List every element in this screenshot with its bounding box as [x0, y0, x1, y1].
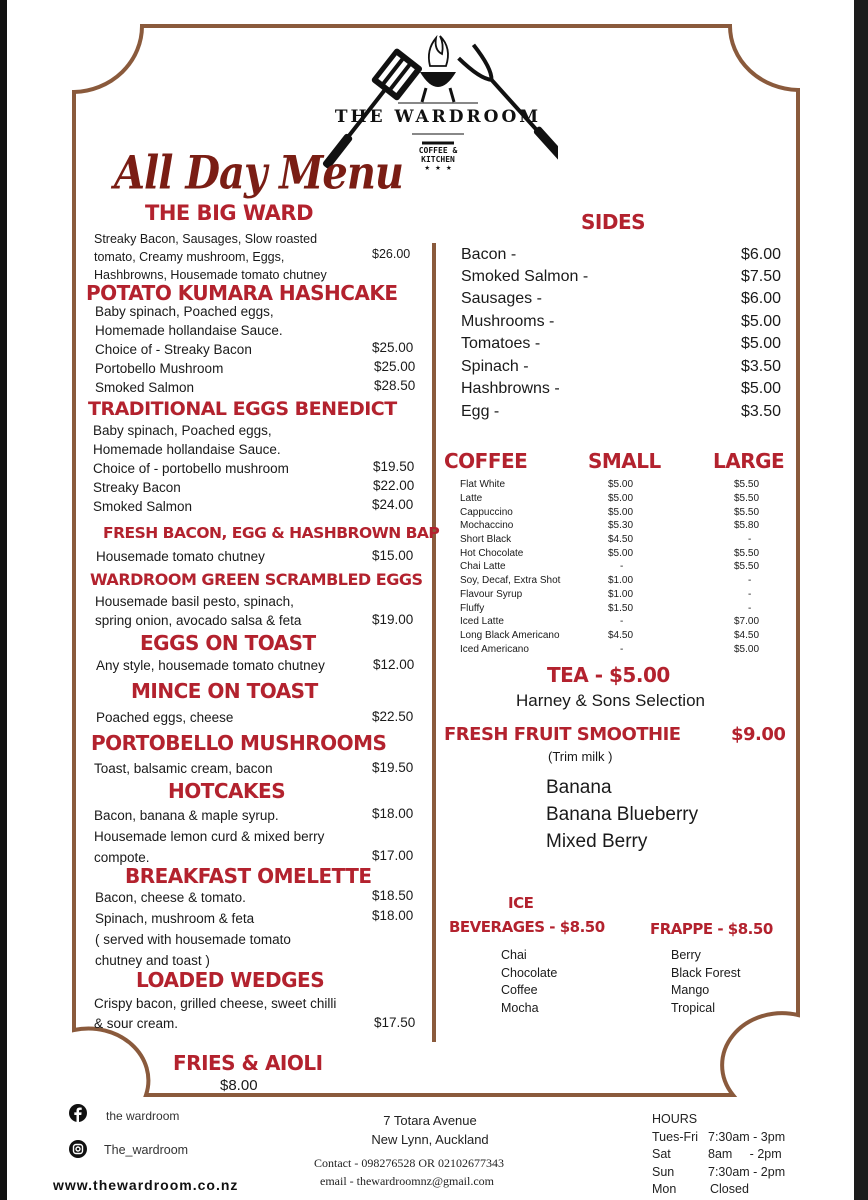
section-title-breakfast-omelette: BREAKFAST OMELETTE	[125, 864, 372, 888]
mince-description: Poached eggs, cheese	[96, 710, 234, 725]
frappe-item: Tropical	[671, 1000, 715, 1015]
smoothie-flavour: Mixed Berry	[546, 831, 648, 852]
price: $26.00	[372, 247, 411, 261]
screen-edge-right	[854, 0, 868, 1200]
coffee-name: Hot Chocolate	[460, 548, 524, 559]
price: $19.50	[372, 760, 414, 775]
coffee-name: Chai Latte	[460, 561, 506, 572]
section-title-hotcakes: HOTCAKES	[168, 779, 286, 803]
coffee-row	[460, 575, 790, 589]
side-price: $6.00	[740, 290, 781, 307]
desc-line: Homemade hollandaise Sauce.	[95, 323, 283, 338]
green-scrambled-description	[95, 592, 301, 630]
coffee-small-price: $1.50	[608, 603, 634, 614]
smoothie-flavour: Banana	[546, 777, 612, 798]
desc-line: Baby spinach, Poached eggs,	[95, 304, 274, 319]
price: $12.00	[373, 657, 415, 672]
side-name: Sausages -	[461, 290, 542, 307]
section-title-coffee: COFFEE	[444, 449, 528, 473]
hours-time: 8am - 2pm	[708, 1147, 782, 1161]
desc-line: Smoked Salmon	[95, 380, 195, 395]
coffee-name: Flat White	[460, 479, 506, 490]
desc-line: Bacon, cheese & tomato.	[95, 890, 246, 905]
side-item	[461, 290, 781, 312]
coffee-small-price: $5.00	[608, 548, 634, 559]
desc-line: tomato, Creamy mushroom, Eggs,	[94, 250, 285, 264]
coffee-row	[460, 507, 790, 521]
coffee-name: Iced Latte	[460, 616, 504, 627]
section-title-eggs-benedict: TRADITIONAL EGGS BENEDICT	[88, 398, 397, 420]
smoothie-flavour: Banana Blueberry	[546, 804, 699, 825]
hours-time: Closed	[710, 1182, 749, 1196]
hours-day: Sun	[652, 1164, 675, 1179]
coffee-row	[460, 548, 790, 562]
side-name: Smoked Salmon -	[461, 268, 589, 285]
desc-line: Baby spinach, Poached eggs,	[93, 423, 272, 438]
desc-line: & sour cream.	[94, 1016, 179, 1031]
coffee-large-price: $5.50	[734, 479, 760, 490]
hours-day: Sat	[652, 1147, 671, 1161]
brand-name: THE WARDROOM	[334, 107, 542, 127]
hours-row	[652, 1164, 785, 1182]
tea-subtitle: Harney & Sons Selection	[516, 691, 705, 710]
coffee-large-price: -	[748, 603, 752, 614]
ice-item: Chai	[501, 948, 527, 962]
desc-line: Portobello Mushroom	[95, 361, 224, 376]
tagline-line-1: COFFEE &	[418, 146, 458, 155]
ice-item: Mocha	[501, 1000, 539, 1015]
desc-line: chutney and toast )	[95, 953, 210, 968]
side-item	[461, 246, 781, 268]
price: $18.50	[372, 888, 414, 903]
desc-line: spring onion, avocado salsa & feta	[95, 613, 302, 628]
desc-line: Hashbrowns, Housemade tomato chutney	[94, 268, 327, 282]
coffee-small-price: $4.50	[608, 534, 634, 545]
coffee-row	[460, 644, 790, 658]
bap-description: Housemade tomato chutney	[96, 549, 265, 564]
side-name: Bacon -	[461, 246, 517, 263]
price: $24.00	[372, 497, 414, 512]
address-line-1: 7 Totara Avenue	[383, 1113, 477, 1128]
coffee-large-price: $7.00	[734, 616, 760, 627]
coffee-large-price: $5.50	[734, 561, 760, 572]
side-price: $7.50	[740, 268, 781, 285]
side-price: $5.00	[740, 335, 781, 352]
section-title-fries-aioli: FRIES & AIOLI	[173, 1051, 323, 1075]
coffee-row	[460, 603, 790, 617]
side-price: $5.00	[740, 380, 781, 397]
stars-icon: ★ ★ ★	[424, 163, 452, 173]
coffee-large-price: $5.00	[734, 644, 760, 655]
side-price: $3.50	[740, 403, 781, 420]
price: $17.00	[372, 848, 414, 863]
hours-row	[652, 1129, 785, 1147]
side-name: Spinach -	[461, 358, 529, 375]
hours-time: 7:30am - 3pm	[708, 1129, 786, 1144]
ice-item: Chocolate	[501, 965, 558, 980]
section-title-frappe: FRAPPE - $8.50	[650, 920, 773, 938]
coffee-large-price: -	[748, 589, 752, 600]
facebook-icon[interactable]	[69, 1104, 87, 1122]
coffee-col-small: SMALL	[588, 449, 661, 473]
coffee-name: Flavour Syrup	[460, 589, 523, 600]
coffee-small-price: $4.50	[608, 630, 634, 641]
benedict-description	[93, 421, 289, 516]
eggs-on-toast-description: Any style, housemade tomato chutney	[96, 658, 325, 673]
contact-phone[interactable]: Contact - 098276528 OR 02102677343	[314, 1156, 504, 1170]
side-name: Tomatoes -	[461, 335, 541, 352]
coffee-name: Latte	[460, 493, 483, 504]
desc-line: Streaky Bacon	[93, 480, 181, 495]
section-title-eggs-on-toast: EGGS ON TOAST	[140, 631, 316, 655]
frappe-item: Berry	[671, 948, 701, 962]
frappe-item: Mango	[671, 983, 710, 997]
coffee-small-price: $5.00	[608, 479, 634, 490]
facebook-handle[interactable]: the wardroom	[106, 1109, 180, 1123]
coffee-name: Short Black	[460, 534, 512, 545]
desc-line: Spinach, mushroom & feta	[95, 911, 255, 926]
coffee-small-price: -	[620, 561, 624, 572]
section-title-loaded-wedges: LOADED WEDGES	[136, 968, 325, 992]
coffee-name: Cappuccino	[460, 507, 513, 518]
hours-title: HOURS	[652, 1112, 698, 1126]
coffee-large-price: $4.50	[734, 630, 760, 641]
price: $19.00	[372, 612, 414, 627]
opening-hours	[652, 1111, 785, 1199]
coffee-name: Long Black Americano	[460, 630, 560, 641]
coffee-small-price: $1.00	[608, 575, 634, 586]
side-item	[461, 335, 781, 357]
instagram-handle[interactable]: The_wardroom	[104, 1143, 189, 1157]
coffee-row	[460, 589, 790, 603]
brand-tagline	[408, 146, 468, 173]
screen-edge-left	[0, 0, 7, 1200]
address	[340, 1111, 520, 1149]
side-name: Mushrooms -	[461, 313, 555, 330]
coffee-large-price: $5.50	[734, 493, 760, 504]
coffee-large-price: -	[748, 534, 752, 545]
section-title-hashcake: POTATO KUMARA HASHCAKE	[86, 281, 398, 305]
desc-line: Smoked Salmon	[93, 499, 193, 514]
coffee-small-price: -	[620, 644, 624, 655]
desc-line: ( served with housemade tomato	[95, 932, 291, 947]
smoothie-note: (Trim milk )	[548, 749, 613, 764]
coffee-large-price: $5.50	[734, 507, 760, 518]
side-price: $5.00	[740, 313, 781, 330]
portobello-description: Toast, balsamic cream, bacon	[94, 761, 273, 776]
desc-line: Choice of - portobello mushroom	[93, 461, 289, 476]
desc-line: Homemade hollandaise Sauce.	[93, 442, 281, 457]
hashcake-description	[95, 302, 283, 397]
side-item	[461, 380, 781, 402]
section-title-mince-on-toast: MINCE ON TOAST	[131, 679, 318, 703]
price: $25.00	[374, 359, 416, 374]
hours-time: 7:30am - 2pm	[708, 1164, 786, 1179]
coffee-col-large: LARGE	[713, 449, 785, 473]
section-title-bap: FRESH BACON, EGG & HASHBROWN BAP	[103, 524, 440, 542]
side-price: $3.50	[740, 358, 781, 375]
desc-line: Bacon, banana & maple syrup.	[94, 808, 279, 823]
side-item	[461, 403, 781, 425]
price: $17.50	[374, 1015, 416, 1030]
coffee-small-price: -	[620, 616, 624, 627]
address-line-2: New Lynn, Auckland	[371, 1132, 489, 1147]
big-ward-description	[94, 230, 327, 284]
desc-line: Housemade basil pesto, spinach,	[95, 594, 294, 609]
ice-beverages-list	[501, 947, 557, 1017]
coffee-row	[460, 630, 790, 644]
smoothie-flavours	[546, 774, 698, 855]
tagline-line-2: KITCHEN	[421, 155, 455, 164]
desc-line: Crispy bacon, grilled cheese, sweet chilli	[94, 996, 337, 1011]
coffee-small-price: $5.00	[608, 493, 634, 504]
coffee-row	[460, 561, 790, 575]
price: $28.50	[374, 378, 416, 393]
coffee-large-price: $5.80	[734, 520, 760, 531]
coffee-row	[460, 520, 790, 534]
coffee-small-price: $5.00	[608, 507, 634, 518]
coffee-name: Mochaccino	[460, 520, 514, 531]
section-title-big-ward: THE BIG WARD	[145, 201, 313, 225]
section-title-smoothie: FRESH FRUIT SMOOTHIE	[444, 724, 681, 745]
coffee-row	[460, 616, 790, 630]
desc-line: Streaky Bacon, Sausages, Slow roasted	[94, 232, 318, 246]
menu-title: All Day Menu	[114, 146, 404, 201]
side-name: Egg -	[461, 403, 500, 420]
section-title-ice-line1: ICE	[508, 894, 534, 912]
instagram-icon[interactable]	[69, 1140, 87, 1158]
hotcakes-description	[94, 805, 324, 868]
wedges-description	[94, 994, 336, 1034]
section-title-ice-beverages: BEVERAGES - $8.50	[449, 918, 605, 936]
coffee-large-price: -	[748, 575, 752, 586]
side-item	[461, 268, 781, 290]
frappe-item: Black Forest	[671, 965, 741, 980]
coffee-name: Soy, Decaf, Extra Shot	[460, 575, 561, 586]
price: $25.00	[372, 340, 414, 355]
hours-row	[652, 1181, 785, 1199]
side-name: Hashbrowns -	[461, 380, 560, 397]
coffee-name: Fluffy	[460, 603, 485, 614]
hours-day: Tues-Fri	[652, 1129, 699, 1144]
coffee-large-price: $5.50	[734, 548, 760, 559]
desc-line: compote.	[94, 850, 150, 865]
coffee-name: Iced Americano	[460, 644, 529, 655]
price: $8.00	[220, 1077, 258, 1094]
side-item	[461, 313, 781, 335]
price: $22.50	[372, 709, 414, 724]
side-item	[461, 358, 781, 380]
coffee-small-price: $1.00	[608, 589, 634, 600]
website-link[interactable]: www.thewardroom.co.nz	[53, 1177, 239, 1193]
section-title-tea: TEA - $5.00	[547, 663, 670, 687]
section-title-green-scrambled-eggs: WARDROOM GREEN SCRAMBLED EGGS	[90, 570, 423, 589]
frappe-list	[671, 947, 740, 1017]
coffee-row	[460, 493, 790, 507]
price: $22.00	[373, 478, 415, 493]
coffee-small-price: $5.30	[608, 520, 634, 531]
hours-day: Mon	[652, 1182, 677, 1196]
omelette-description	[95, 887, 291, 971]
price: $19.50	[373, 459, 415, 474]
coffee-row	[460, 479, 790, 493]
price: $15.00	[372, 548, 414, 563]
coffee-row	[460, 534, 790, 548]
section-title-sides: SIDES	[581, 210, 646, 234]
price: $18.00	[372, 806, 414, 821]
desc-line: Housemade lemon curd & mixed berry	[94, 829, 325, 844]
smoothie-price: $9.00	[731, 724, 786, 745]
ice-item: Coffee	[501, 983, 538, 997]
price: $18.00	[372, 908, 414, 923]
desc-line: Choice of - Streaky Bacon	[95, 342, 252, 357]
contact-email[interactable]: email - thewardroomnz@gmail.com	[320, 1174, 494, 1188]
hours-row	[652, 1146, 785, 1164]
side-price: $6.00	[740, 246, 781, 263]
section-title-portobello-mushrooms: PORTOBELLO MUSHROOMS	[91, 731, 387, 755]
